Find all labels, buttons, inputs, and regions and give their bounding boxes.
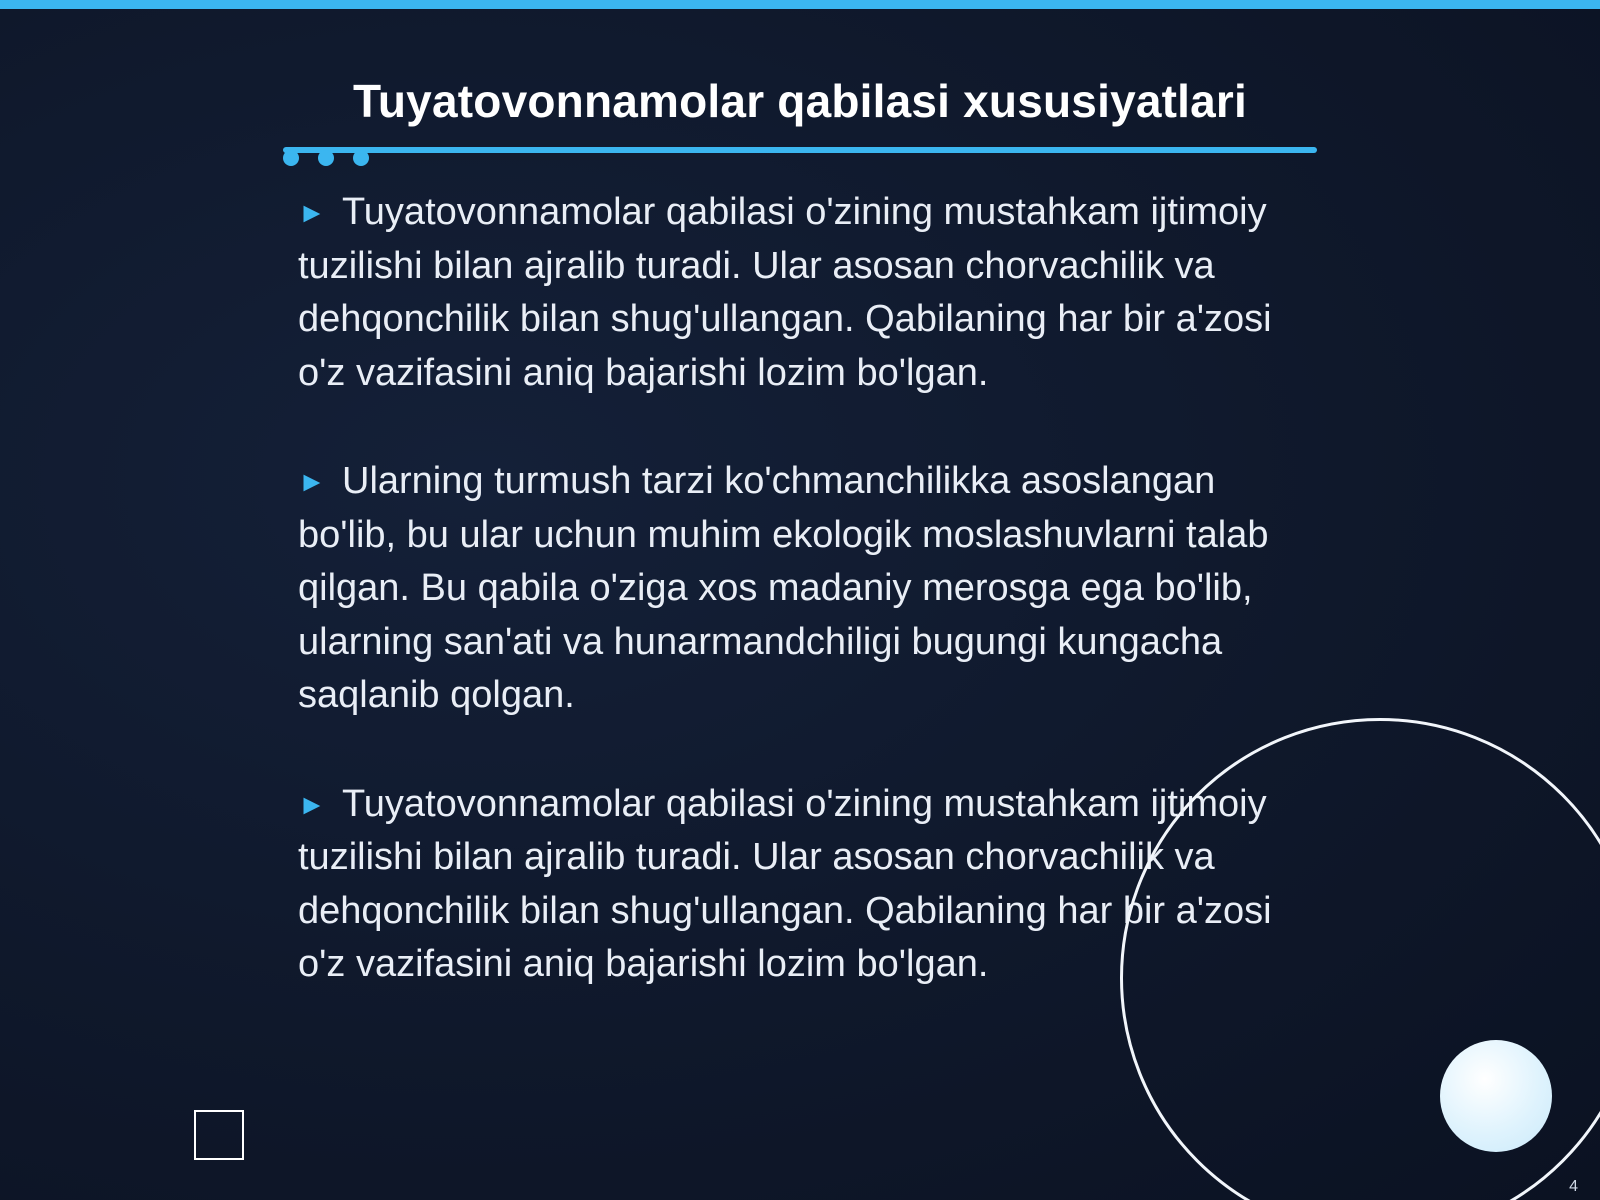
bullet-item (298, 186, 1298, 400)
bullet-text: Tuyatovonnamolar qabilasi o'zining mustahkam ijtimoiy tuzilishi bilan ajralib turadi. Ular asosan chorvachilik va dehqonchilik bilan shug'ullangan. Qabilaning har bir a'zosi o'z vazifasini aniq bajarishi lozim bo'lgan. (298, 191, 1272, 394)
slide-title: Tuyatovonnamolar qabilasi xususiyatlari (353, 75, 1247, 127)
accent-dot (283, 150, 299, 166)
bullet-arrow-icon: ► (298, 788, 326, 820)
bullet-item (298, 455, 1298, 723)
bullet-text: Tuyatovonnamolar qabilasi o'zining mustahkam ijtimoiy tuzilishi bilan ajralib turadi. Ular asosan chorvachilik va dehqonchilik bilan shug'ullangan. Qabilaning har bir a'zosi o'z vazifasini aniq bajarishi lozim bo'lgan. (298, 782, 1272, 985)
top-accent-bar (0, 0, 1600, 9)
bullet-arrow-icon: ► (298, 466, 326, 497)
title-underline (283, 147, 1317, 153)
bullet-text: Ularning turmush tarzi ko'chmanchilikka asoslangan bo'lib, bu ular uchun muhim ekologik moslashuvlarni talab qilgan. Bu qabila o'ziga xos madaniy merosga ega bo'lib, ularning san'ati va hunarmandchiligi bugungi kungacha saqlanib qolgan. (298, 460, 1269, 716)
decorative-disc (1440, 1040, 1552, 1152)
bullet-arrow-icon: ► (298, 197, 326, 228)
decorative-square (194, 1110, 244, 1160)
accent-dot (353, 150, 369, 166)
page-number: 4 (1569, 1178, 1578, 1195)
accent-dot (318, 150, 334, 166)
